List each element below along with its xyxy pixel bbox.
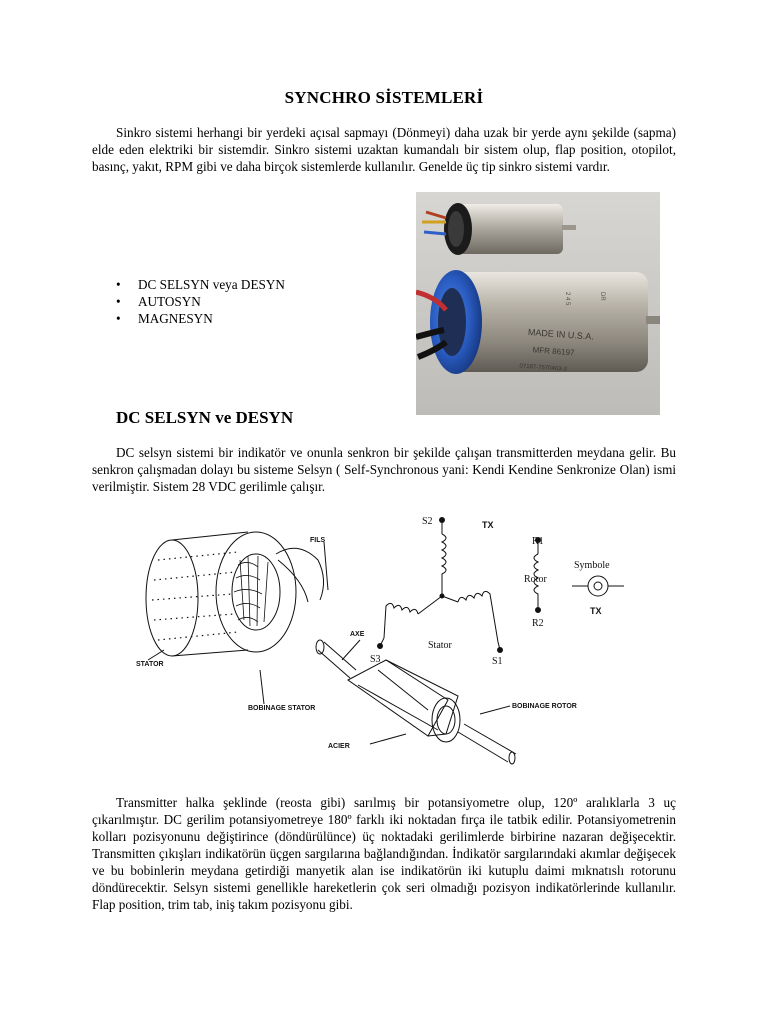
label-tx: TX xyxy=(482,520,494,530)
section-text: DC selsyn sistemi bir indikatör ve onunla senkron bir şekilde çalışan transmitterden meydana gelir. Bu senkron çalışmadan dolayı bu sisteme Selsyn ( Self-Synchronous yani: Kendi Kendine Senkronize Olan) ismi verilmiştir. Sistem 28 VDC gerilimle çalışır. xyxy=(92,445,676,494)
synchro-motor-photo xyxy=(416,192,660,415)
bullet-icon: • xyxy=(116,311,121,326)
photo-label-mfr: MFR 86197 xyxy=(532,345,575,358)
label-bobinage-rotor: BOBINAGE ROTOR xyxy=(512,703,577,710)
page-title: SYNCHRO SİSTEMLERİ xyxy=(284,88,484,107)
label-bobinage-stator: BOBINAGE STATOR xyxy=(248,705,316,712)
label-symbole: Symbole xyxy=(574,560,610,571)
label-stator: STATOR xyxy=(136,661,164,668)
synchro-diagram xyxy=(128,510,664,782)
label-stator-winding: Stator xyxy=(428,640,452,651)
label-s2: S2 xyxy=(422,516,433,527)
intro-paragraph xyxy=(92,124,676,175)
photo-label-part: 07187-7570463-3 xyxy=(519,363,567,373)
photo-label-made-in: MADE IN U.S.A. xyxy=(527,327,595,342)
label-tx-symbol: TX xyxy=(590,606,602,616)
svg-text:2 4 5: 2 4 5 xyxy=(564,292,570,306)
list-item: • DC SELSYN veya DESYN xyxy=(116,277,285,292)
label-r1: R1 xyxy=(532,536,544,547)
bullet-icon: • xyxy=(116,277,121,292)
closing-paragraph xyxy=(92,794,676,913)
list-item: • AUTOSYN xyxy=(116,294,201,309)
label-r2: R2 xyxy=(532,618,544,629)
intro-text: Sinkro sistemi herhangi bir yerdeki açısal sapmayı (Dönmeyi) daha uzak bir yerde aynı şekilde (sapma) elde eden elektriki bir sistemdir. Sinkro sistemi uzaktan kumandalı bir sistem olup, flap position, otopilot, basınç, yakıt, RPM gibi ve daha birçok sistemlerde kullanılır. Genelde üç tip sinkro sistemi vardır. xyxy=(92,125,676,174)
bullet-icon: • xyxy=(116,294,121,309)
svg-text:DR: DR xyxy=(599,292,605,301)
list-item: • MAGNESYN xyxy=(116,311,213,326)
section-heading: DC SELSYN ve DESYN xyxy=(116,408,294,427)
section-paragraph xyxy=(92,444,676,495)
closing-text: Transmitter halka şeklinde (reosta gibi) sarılmış bir potansiyometre olup, 120º aralıklarla 3 uç çıkarılmıştır. DC gerilim potansiyometreye 180º farklı iki noktadan fırça ile tatbik edilir. Potansiyometrenin kolları pozisyonunu değiştirince (döndürülünce) üç noktadaki gerilimlerde birbirine nazaran değişecektir. Transmitten çıkışları indikatörün üçgen sargılarına bağlandığından. İndikatör sargılarındaki akımlar değişecek ve bu bobinlerin meydana getirdiği manyetik alan ise indikatörün iki kutuplu daimi mıknatıslı rotorunu döndürecektir. Selsyn sistemi genellikle hareketlerin çok seri olmadığı pozisyon indikatörlerinde kullanılır. Flap position, trim tab, iniş takım pozisyonu gibi. xyxy=(92,795,676,912)
label-rotor: Rotor xyxy=(524,574,547,585)
synchro-types-list xyxy=(116,276,285,327)
label-axe: AXE xyxy=(350,631,365,638)
label-acier: ACIER xyxy=(328,743,350,750)
label-fils: FILS xyxy=(310,537,326,544)
label-s3: S3 xyxy=(370,654,381,665)
label-s1: S1 xyxy=(492,656,503,667)
